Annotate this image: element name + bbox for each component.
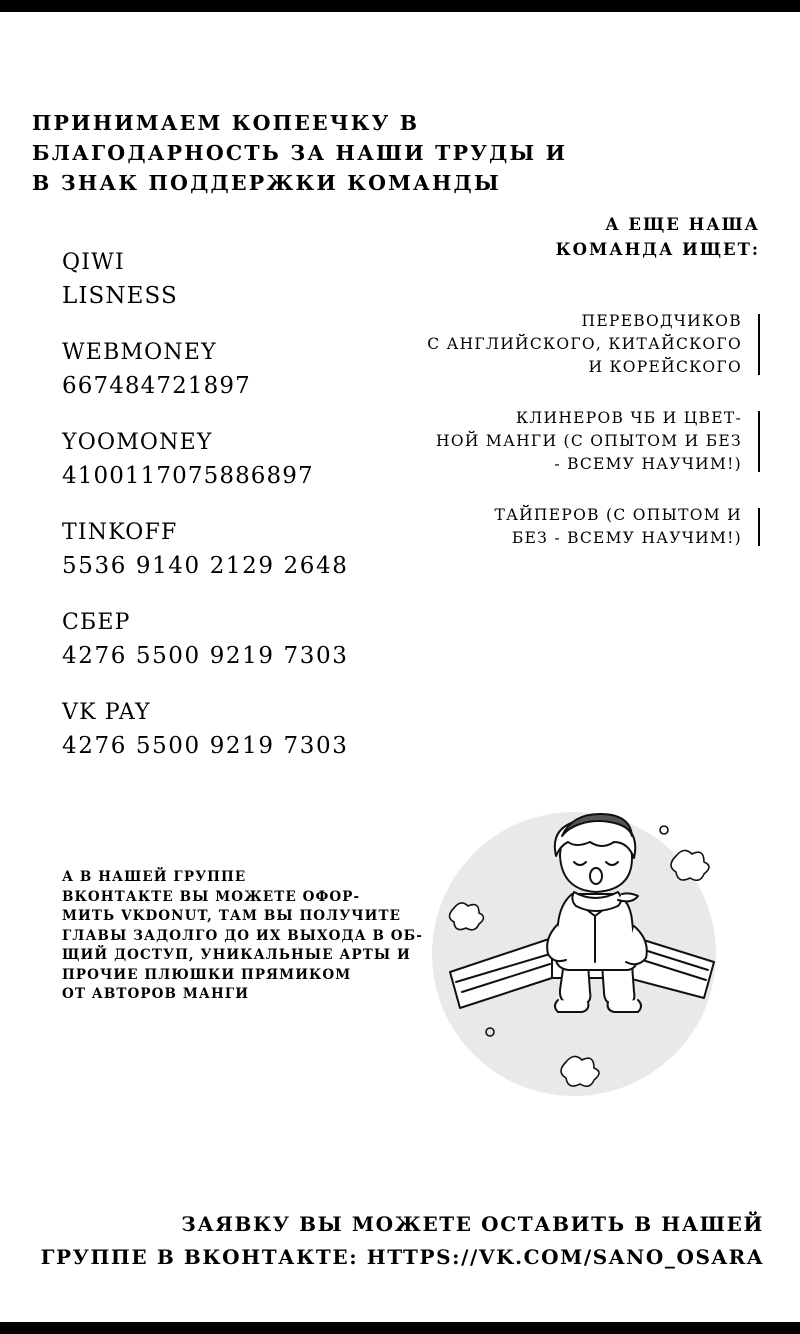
recruiting-item-line-1: ТАЙПЕРОВ (С ОПЫТОМ И [494, 506, 742, 524]
group-note-line-7: ОТ АВТОРОВ МАНГИ [62, 986, 250, 1002]
recruiting-item-typesetters [420, 504, 760, 550]
recruiting-item-line-1: ПЕРЕВОДЧИКОВ [581, 312, 742, 330]
recruiting-title-line-1: А ЕЩЕ НАША [605, 215, 760, 234]
group-note-line-1: А В НАШЕЙ ГРУППЕ [62, 869, 247, 885]
payment-label: QIWI [62, 250, 125, 275]
footer-contact [40, 1208, 764, 1274]
payment-item-qiwi [62, 248, 442, 312]
recruiting-item-line-2: С АНГЛИЙСКОГО, КИТАЙСКОГО [427, 335, 742, 353]
illustration-drawing [432, 812, 732, 1112]
page-title-line-1: ПРИНИМАЕМ КОПЕЕЧКУ В [32, 111, 420, 135]
recruiting-item-cleaners [420, 407, 760, 476]
group-note-line-5: ЩИЙ ДОСТУП, УНИКАЛЬНЫЕ АРТЫ И [62, 947, 411, 963]
group-note-line-6: ПРОЧИЕ ПЛЮШКИ ПРЯМИКОМ [62, 966, 352, 983]
recruiting-item-line-3: - ВСЕМУ НАУЧИМ!) [554, 455, 742, 473]
group-note [62, 868, 423, 1005]
payment-value[interactable]: 667484721897 [62, 373, 251, 399]
recruiting-title [430, 212, 760, 262]
group-note-line-4: ГЛАВЫ ЗАДОЛГО ДО ИХ ВЫХОДА В ОБ- [62, 927, 423, 944]
payment-label: WEBMONEY [62, 340, 217, 365]
group-note-line-2: ВКОНТАКТЕ ВЫ МОЖЕТЕ ОФОР- [62, 888, 361, 905]
payment-label: СБЕР [62, 610, 131, 635]
payment-label: YOOMONEY [62, 430, 213, 455]
footer-line-2[interactable]: ГРУППЕ В ВКОНТАКТЕ: HTTPS://VK.COM/SANO_OSARA [40, 1245, 764, 1269]
payment-value[interactable]: 5536 9140 2129 2648 [62, 553, 349, 579]
recruiting-item-line-2: БЕЗ - ВСЕМУ НАУЧИМ!) [511, 529, 742, 547]
recruiting-item-line-3: И КОРЕЙСКОГО [588, 358, 742, 376]
payment-value[interactable]: 4100117075886897 [62, 463, 314, 489]
group-note-line-3: МИТЬ VKDONUT, ТАМ ВЫ ПОЛУЧИТЕ [62, 908, 402, 924]
recruiting-item-line-1: КЛИНЕРОВ ЧБ И ЦВЕТ- [516, 409, 742, 427]
page-title [32, 108, 592, 198]
accent-bar [758, 508, 760, 546]
payment-value[interactable]: 4276 5500 9219 7303 [62, 733, 349, 759]
payment-label: TINKOFF [62, 520, 178, 545]
payment-methods-list [62, 248, 442, 788]
payment-value[interactable]: 4276 5500 9219 7303 [62, 643, 349, 669]
page-title-line-3: В ЗНАК ПОДДЕРЖКИ КОМАНДЫ [32, 171, 501, 195]
payment-item-yoomoney [62, 428, 442, 492]
payment-item-vkpay [62, 698, 442, 762]
recruiting-item-translators [420, 310, 760, 379]
bottom-border-band [0, 1322, 800, 1334]
footer-line-1: ЗАЯВКУ ВЫ МОЖЕТЕ ОСТАВИТЬ В НАШЕЙ [181, 1212, 764, 1236]
payment-value[interactable]: LISNESS [62, 283, 178, 309]
payment-item-webmoney [62, 338, 442, 402]
payment-item-tinkoff [62, 518, 442, 582]
top-border-band [0, 0, 800, 12]
illustration-boy-on-book [432, 812, 732, 1112]
accent-bar [758, 314, 760, 375]
page-title-line-2: БЛАГОДАРНОСТЬ ЗА НАШИ ТРУДЫ И [32, 141, 568, 165]
payment-item-sber [62, 608, 442, 672]
accent-bar [758, 411, 760, 472]
recruiting-item-line-2: НОЙ МАНГИ (С ОПЫТОМ И БЕЗ [436, 432, 742, 450]
recruiting-title-line-2: КОМАНДА ИЩЕТ: [555, 240, 760, 259]
recruiting-list [420, 310, 760, 578]
payment-label: VK PAY [62, 700, 151, 725]
